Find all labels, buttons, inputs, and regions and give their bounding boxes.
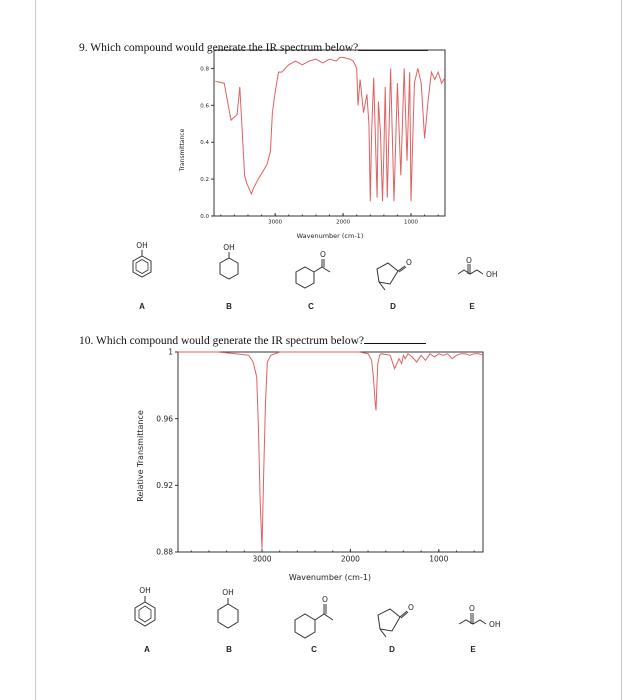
compound-e-label-2: E — [470, 645, 476, 654]
compound-d-label: D — [390, 302, 396, 311]
compound-e-acid-structure — [458, 264, 483, 274]
ir-spectrum-2 — [136, 348, 483, 582]
compound-b-cyclohexanol-structure-2 — [218, 598, 238, 628]
s2-x-tick-label: 2000 — [340, 554, 360, 564]
compound-b-cyclohexanol-structure — [220, 252, 238, 279]
compound-b-oh-label-2: OH — [222, 588, 234, 597]
s1-x-tick-label: 1000 — [404, 219, 419, 226]
s2-y-tick-label: 0.92 — [156, 480, 173, 490]
s2-y-tick-label: 0.88 — [156, 547, 173, 557]
compound-c-ketone-structure — [296, 259, 330, 288]
compound-c-label-2: C — [311, 645, 317, 654]
s2-x-tick-label: 3000 — [252, 554, 272, 564]
compound-row-1-labels — [136, 241, 497, 311]
compound-row-2 — [135, 596, 486, 638]
spectrum-1-x-axis-label: Wavenumber (cm-1) — [296, 232, 364, 240]
spectrum-2-plot-frame — [178, 352, 483, 552]
ir-spectrum-1 — [179, 50, 445, 240]
compound-e-label: E — [469, 302, 475, 311]
compound-e-oh-label: OH — [486, 270, 498, 279]
compound-a-label: A — [139, 302, 145, 311]
s1-x-tick-label: 2000 — [336, 219, 351, 226]
spectrum-2-trace — [178, 352, 483, 549]
compound-row-2-labels — [139, 586, 500, 654]
compound-a-phenol-structure-2 — [135, 596, 155, 626]
compound-d-o-label: O — [406, 258, 412, 267]
compound-e-o-label-2: O — [469, 604, 475, 613]
compound-row-1 — [133, 250, 483, 290]
compound-d-label-2: D — [389, 645, 395, 654]
compound-c-o-label: O — [320, 250, 326, 259]
compound-b-oh-label: OH — [223, 243, 235, 252]
compound-c-label: C — [308, 302, 314, 311]
question-9-text: 9. Which compound would generate the IR spectrum below? — [79, 42, 359, 54]
compound-b-label: B — [226, 302, 232, 311]
s2-y-tick-label: 0.96 — [156, 414, 173, 424]
compound-e-o-label: O — [466, 256, 472, 265]
s1-y-tick-label: 0.2 — [200, 177, 209, 184]
compound-e-oh-label-2: OH — [489, 620, 501, 629]
compound-d-cyclopentanone-structure — [377, 263, 406, 290]
s1-y-tick-label: 0.0 — [200, 213, 209, 220]
compound-c-o-label-2: O — [322, 595, 328, 604]
spectrum-1-y-axis-label: Transmittance — [179, 128, 186, 172]
compound-a-label-2: A — [144, 645, 150, 654]
compound-a-oh-label-2: OH — [139, 586, 151, 595]
s2-y-tick-label: 1 — [168, 347, 173, 357]
s1-y-tick-label: 0.8 — [200, 66, 209, 73]
spectrum-1-trace — [215, 57, 445, 201]
compound-d-cyclopentanone-structure-2 — [378, 609, 408, 637]
compound-d-o-label-2: O — [408, 603, 414, 612]
compound-b-label-2: B — [226, 645, 232, 654]
compound-e-acid-structure-2 — [459, 613, 486, 624]
s2-x-tick-label: 1000 — [429, 554, 449, 564]
compound-a-oh-label: OH — [136, 241, 148, 250]
spectrum-2-x-axis-label: Wavenumber (cm-1) — [288, 573, 372, 582]
question-10-text: 10. Which compound would generate the IR spectrum below? — [79, 335, 364, 347]
spectrum-2-y-axis-label: Relative Transmittance — [136, 410, 145, 502]
compound-a-phenol-structure — [133, 250, 151, 277]
s1-y-tick-label: 0.4 — [200, 140, 209, 147]
s1-x-tick-label: 3000 — [268, 219, 283, 226]
compound-c-ketone-structure-2 — [295, 604, 333, 638]
s1-y-tick-label: 0.6 — [200, 103, 209, 110]
